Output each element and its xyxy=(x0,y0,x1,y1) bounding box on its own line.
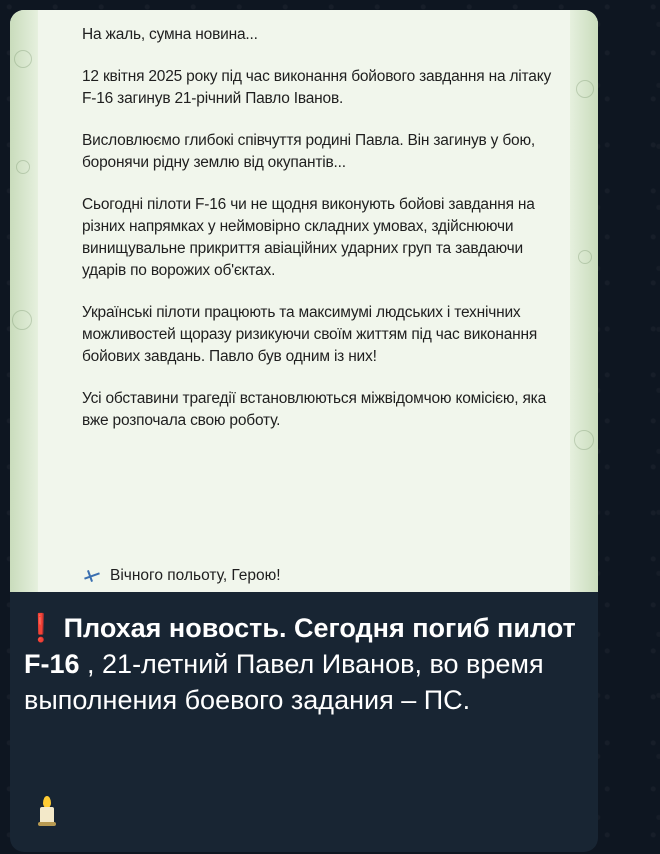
exclamation-icon: ❗ xyxy=(24,613,58,643)
message-bubble[interactable] xyxy=(10,10,598,852)
photo-paragraph: Українські пілоти працюють та максимумі людських і технічних можливостей щоразу ризикуючи своїм життям під час виконання бойових завдань. Павло був одним із них! xyxy=(82,304,538,365)
photo-post-text xyxy=(82,24,562,452)
doodle-icon xyxy=(578,250,592,264)
signoff-text: Вічного польоту, Герою! xyxy=(110,567,281,584)
photo-paragraph: Висловлюємо глибокі співчуття родині Павла. Він загинув у бою, боронячи рідну землю від окупантів... xyxy=(82,132,535,171)
message-caption xyxy=(24,610,594,718)
doodle-icon xyxy=(12,310,32,330)
photo-left-edge xyxy=(10,10,38,592)
photo-signoff xyxy=(82,567,281,585)
candle-base xyxy=(38,822,56,826)
caption-bold-text: Плохая новость. Сегодня погиб пилот F-16 xyxy=(24,613,576,679)
photo-paragraph: Сьогодні пілоти F-16 чи не щодня виконують бойові завдання на різних напрямках у неймовірно складних умовах, здійснюючи винищувальне прикриття авіаційних ударних груп та завдаючи ударів по ворожих об'єктах. xyxy=(82,196,535,279)
caption-text: , 21-летний Павел Иванов, во время выполнения боевого задания – ПС. xyxy=(24,649,544,715)
photo-paragraph: Усі обставини трагедії встановлюються міжвідомчою комісією, яка вже розпочала свою роботу. xyxy=(82,390,547,429)
doodle-icon xyxy=(14,50,32,68)
plane-icon xyxy=(82,568,102,584)
candle-icon xyxy=(38,796,56,826)
photo-paragraph: На жаль, сумна новина... xyxy=(82,26,258,43)
doodle-icon xyxy=(574,430,594,450)
message-photo[interactable] xyxy=(10,10,598,592)
doodle-icon xyxy=(576,80,594,98)
doodle-icon xyxy=(16,160,30,174)
photo-paragraph: 12 квітня 2025 року під час виконання бойового завдання на літаку F-16 загинув 21-річний Павло Іванов. xyxy=(82,68,552,107)
